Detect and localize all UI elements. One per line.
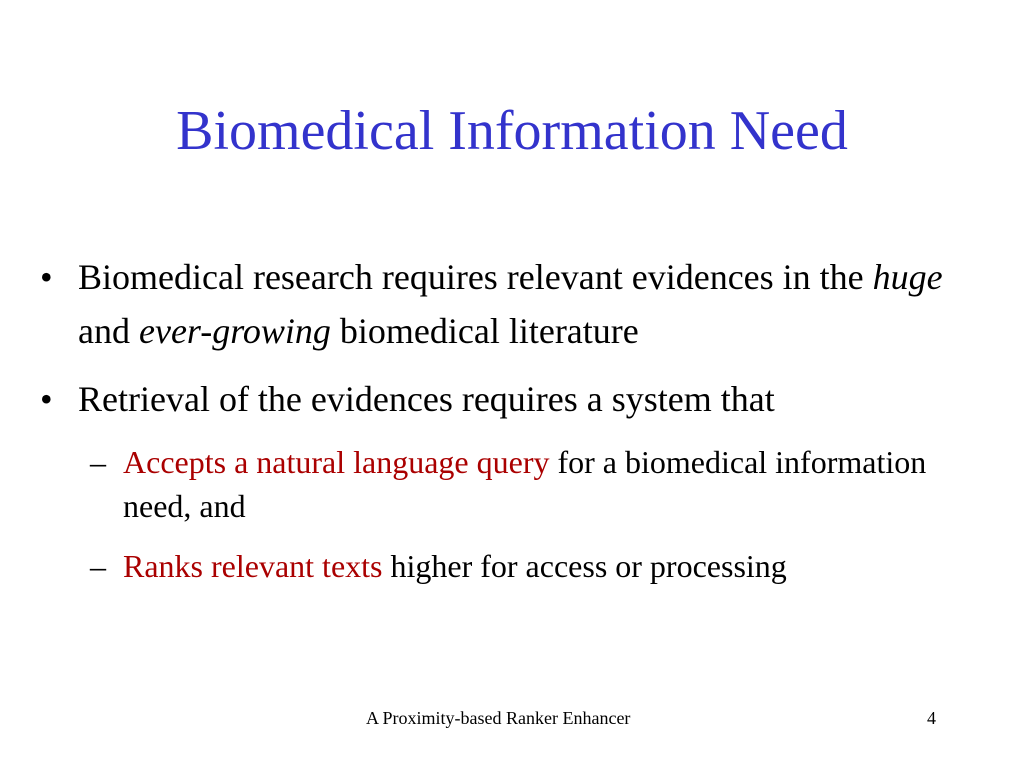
slide-title: Biomedical Information Need [176, 100, 848, 162]
bullet-text-part: Biomedical research requires relevant evidences in the [78, 257, 873, 297]
bullet-text-part: biomedical literature [330, 311, 639, 351]
sub-bullet-item-1 [40, 440, 990, 528]
bullet-item-1 [40, 250, 990, 358]
sub-bullet-highlight: Accepts a natural language query [123, 444, 550, 480]
sub-bullet-item-2 [40, 544, 990, 588]
sub-bullet-text: for a biomedical information need, and [123, 444, 927, 524]
sub-bullet-highlight: Ranks relevant texts [123, 548, 383, 584]
footer-title: A Proximity-based Ranker Enhancer [366, 708, 631, 728]
bullet-mark: • [40, 257, 53, 297]
sub-bullet-mark: – [90, 444, 106, 480]
bullet-item-2 [40, 372, 990, 426]
bullet-text: Retrieval of the evidences requires a system that [78, 379, 775, 419]
page-number: 4 [927, 708, 936, 728]
emphasis-huge: huge [872, 257, 943, 297]
bullet-text-part: and [78, 311, 139, 351]
sub-bullet-text: higher for access or processing [382, 548, 787, 584]
emphasis-ever-growing: ever-growing [138, 311, 331, 351]
sub-bullet-mark: – [90, 548, 106, 584]
slide-body [40, 250, 990, 604]
bullet-mark: • [40, 379, 53, 419]
